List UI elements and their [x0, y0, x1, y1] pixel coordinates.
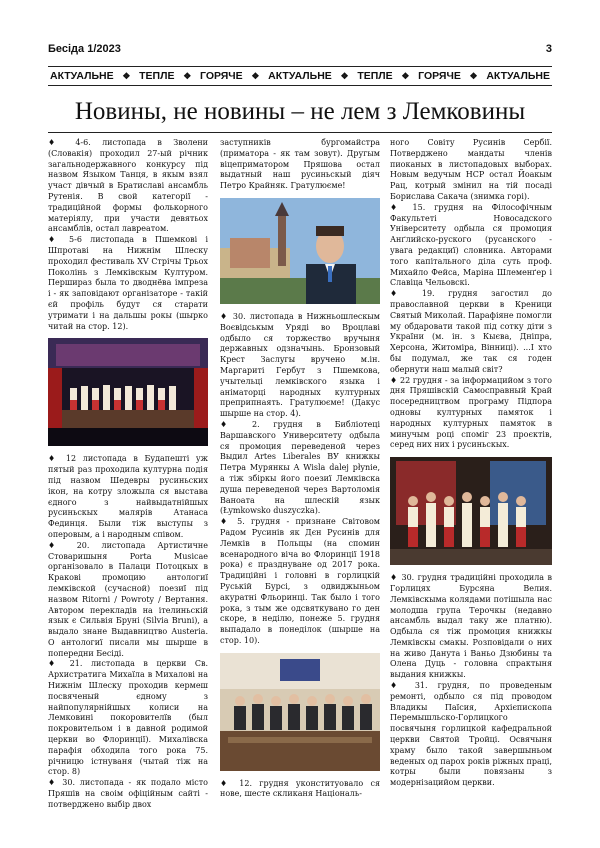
news-item: ♦ 21. листопада в церкви Св. Архистратига Михаїла в Михалові на Нижнім Шлеску проходив кермеш посвяченый єдному з найпопулярнійшых колиси на Лемковині покоровителїв (был покровительом і в давной родимой церкви во Флоринції). Михалівска парафія обходила того рока 75. річницю істнуваня (чытай тіж на стор. 8) [48, 659, 208, 777]
page-number: 3 [545, 43, 552, 55]
band-word: АКТУАЛЬНЕ [486, 70, 550, 82]
photo-portrait-town [220, 198, 380, 304]
news-item: ♦ 2. грудня в Библіотеці Варшавского Университету одбыла ся промоция переведеной через Выдил Artes Liberales ВУ книжкы Петра Мурянкы A Wisla dalej płynie, а тіж збіркы його поезиї Лемківска душа переведеной через Вартоломія Ваноата на шлескій язык (Łymkowsko duszyczka). [220, 419, 380, 516]
news-item: ♦ 30. листопада в Нижньошлескым Воєвідськым Уряді во Вроцлаві одбыло ся торжество вручыня державных одзначынь. Бронзовый Крест Заслугы вручено м.ін. Маргариті Гербут з Пшемкова, учытельці лемківского языка і аніматорці народных културных преприпнаять. Гратулюєме! (Дакус шырше на стор. 4). [220, 311, 380, 419]
news-item: заступників бургомайстра (приматора - як там зовут). Другым віцеприматором Пряшова остал выдатный наш русиньскый діяч Петро Крайняк. Гратулюєме! [220, 138, 380, 191]
diamond-icon: ❖ [401, 70, 410, 81]
news-item: ♦ 5-6 листопада в Пшемкові і Шпротаві на Нижнім Шлеску проходил фестиваль XV Стрічы Трьох Поколінь з Лемківскым Културом. Першираз была то дводнёва імпреза і - як заповідают організаторе - такій єй профіль будут ся старати утримати і на дальшы рокы (шырко читай на стор. 12). [48, 235, 208, 331]
column-3 [390, 138, 552, 789]
column-1 [48, 138, 208, 811]
band-word: ТЕПЛЕ [139, 70, 175, 82]
diamond-icon: ❖ [251, 70, 260, 81]
band-word: ГОРЯЧЕ [200, 70, 243, 82]
band-word: АКТУАЛЬНЕ [268, 70, 332, 82]
diamond-icon: ❖ [469, 70, 478, 81]
news-item: ♦ 4-6. листопада в Зволени (Словакія) проходил 27-ый річник загальнодержавного конкурсу під назвом Языком Танця, в якым взял участ дівчый в Братиславі ансамбль Рутенія. В свой категорії - традиційной формы фолькорного матеріялу, при участи девятьох ансамблів, остал лавреатом. [48, 138, 208, 234]
news-item: ♦ 22 грудня - за інформацийом з того дня Пряшівскій Самосправный Край посередництвом програму Підпора одновы културных памяток і народных културных памяток в минучым році споміг 23 проєктів, серед них них і русиньскых. [390, 375, 552, 450]
page-header [48, 43, 552, 57]
band-word: ГОРЯЧЕ [418, 70, 461, 82]
issue-label: Бесіда 1/2023 [48, 43, 121, 55]
news-item: ♦ 30. грудня традиційні проходила в Горлицях Бурсяна Велия. Лемківскыма колядами потішыла нас молодша група Терочкы (недавно ансамбль выдал таку же платню). Одбыла ся тіж промоция книжкы Лемківскы смакы. Розповідали о них на живо Данута і Ваньо Дзюбины та Олена Дуць - головна спрактыня выдания книжкы. [390, 573, 552, 680]
band-word: АКТУАЛЬНЕ [50, 70, 114, 82]
photo-stage-choir [48, 338, 208, 446]
column-2 [220, 138, 380, 800]
news-item: ного Совіту Русинів Сербії. Потверджено мандаты членів пиоканых в листопадовых выборах. Новым ведучым НСР остал Йоакым Рац, котрый змінил на тій посаді Бориславa Сакача (знимка горі). [390, 138, 552, 201]
news-item: ♦ 12. грудня уконституовало ся нове, шесте скликаня Національ- [220, 778, 380, 799]
diamond-icon: ❖ [340, 70, 349, 81]
news-item: ♦ 5. грудня - признане Світовом Радом Русинів як Дєн Русинів для Лемків в Польщы (на спомин всенародного віча во Флоринції 1918 рока) є празднуване од 2017 рока. Традиційні і головні в горлицкій Руській Бурсі, з одвиджыньом акуратні Фльоринці. Так было і того рока, з тым же одсвяткувано го ден скоре, в неділю, понеже 5. грудня выпадало в понеділок (шырше на стор. 10). [220, 517, 380, 645]
photo-carol-group [390, 457, 552, 565]
section-band [48, 66, 552, 86]
title-rule [48, 132, 552, 133]
band-word: ТЕПЛЕ [357, 70, 393, 82]
news-item: ♦ 30. листопада - як подало місто Пряшів на своім офіційным сайті - потверджено выбір двох [48, 778, 208, 809]
news-item: ♦ 15. грудня на Філософічным Факультеті Новосадского Універcитету одбыла ся промоция Анґлийско-руского (русанского - увага редакциї) словника. Авторами того капітального діла суть проф. Михайло Фейса, Маріна Шлеменґер і Славіца Чельовскі. [390, 202, 552, 288]
article-title: Новины, не новины – не лем з Лемковины [74, 98, 526, 125]
photo-council-group [220, 653, 380, 771]
diamond-icon: ❖ [122, 70, 131, 81]
news-item: ♦ 20. листопада Артистичне Стоваришыня Porta Musicae організовало в Палаци Потоцкых в Кракові промоцию антологиї лемківской (сучасной) поезиї під назвом Ritorni / Powroty / Вертання. Автором перекладів на ітелиньскій язык є Сильвія Бруні (Silvia Bruni), а выдало знане Выдавництво Austeria. О антологиї писали мы шырше в попередни Бесіді. [48, 540, 208, 658]
news-item: ♦ 31. грудня, по проведеным ремонті, одбыло ся під проводом Владикы Паїсия, Архієпископа Перемышльско-Горлицкого посвячыня горлицкой кафедральной церкви Святой Тройці. Освячыня храму было такой завершыньом веденых од парох років ріжных праці, котры были повязаны з модернізацийом церкви. [390, 681, 552, 788]
news-item: ♦ 12 листопада в Будапешті уж пятый раз проходила културна подія під назвом Шедевры русиньских ікон, на котру зложыла ся выстава єдного з найвыдатнійшых русиньскых малярів Атанаса Фединця. Были тіж выступы з оперовым, а і народным співом. [48, 454, 208, 539]
news-item: ♦ 19. грудня загостил до православной церкви в Креници Святый Миколай. Парафіяне помогли му обдаровати такой під сотку діти з України (м. ін. з Кыєва, Дніпра, Херсона, Житоміра, Вінниці). ...І хто бы подумал, же так ся годен обернути наш малый світ? [390, 289, 552, 374]
diamond-icon: ❖ [183, 70, 192, 81]
